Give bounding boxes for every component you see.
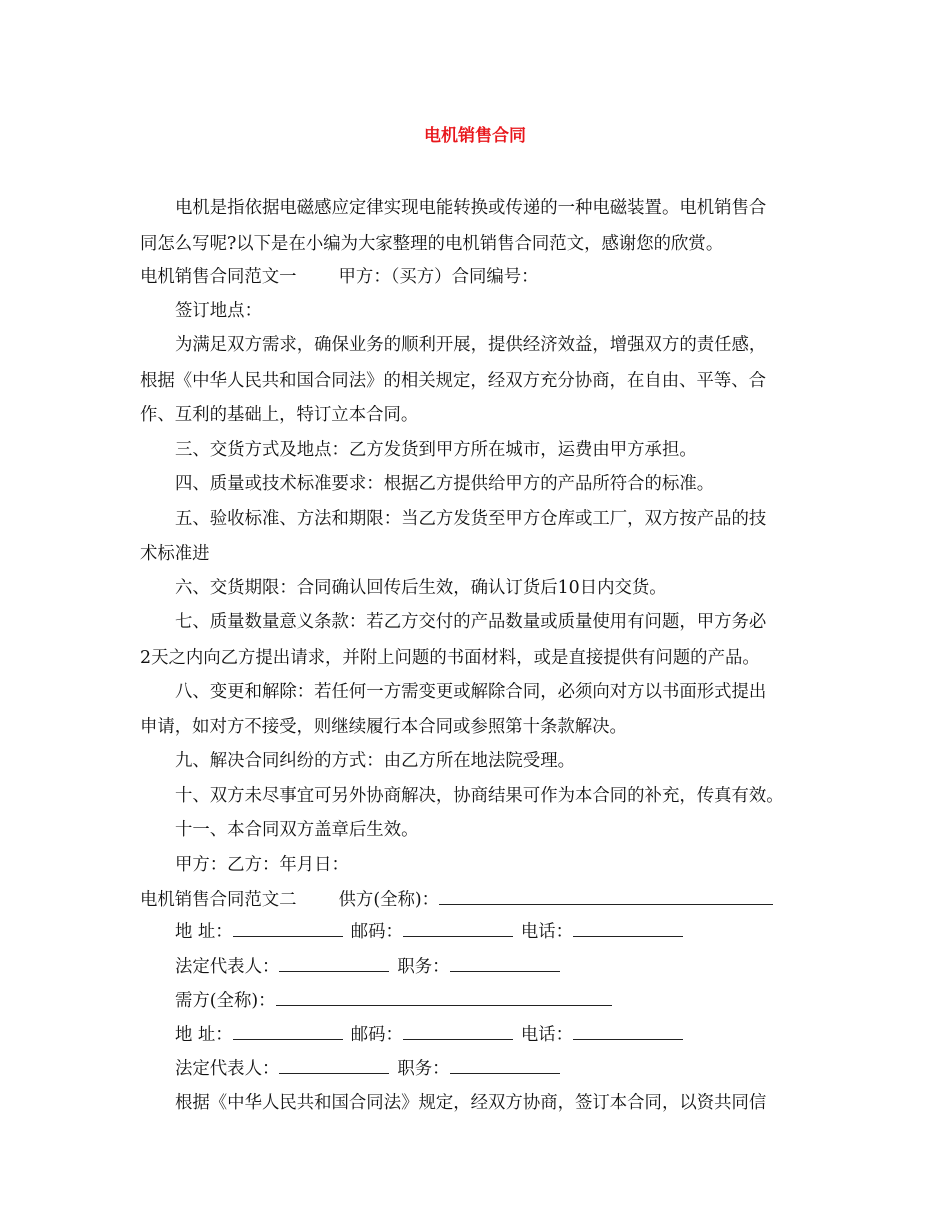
buyer-rep-line bbox=[175, 1055, 560, 1082]
clause-9: 九、解决合同纠纷的方式：由乙方所在地法院受理。 bbox=[175, 751, 575, 771]
sample1-heading: 电机销售合同范文一 bbox=[140, 267, 297, 287]
sample2-header-line bbox=[140, 886, 773, 913]
supplier-postcode-blank[interactable] bbox=[403, 918, 513, 937]
buyer-line bbox=[175, 987, 612, 1014]
clause-8-line-1: 八、变更和解除：若任何一方需变更或解除合同，必须向对方以书面形式提出 bbox=[175, 682, 767, 702]
sign-place: 签订地点： bbox=[175, 301, 262, 321]
intro-line-1: 电机是指依据电磁感应定律实现电能转换或传递的一种电磁装置。电机销售合 bbox=[175, 198, 767, 218]
buyer-label: 需方(全称)： bbox=[175, 991, 276, 1011]
buyer-rep-blank[interactable] bbox=[279, 1055, 389, 1074]
final-paragraph: 根据《中华人民共和国合同法》规定，经双方协商，签订本合同，以资共同信 bbox=[175, 1093, 767, 1113]
clause-7-line-1: 七、质量数量意义条款：若乙方交付的产品数量或质量使用有问题，甲方务必 bbox=[175, 612, 767, 632]
signature-line: 甲方：乙方：年月日： bbox=[175, 855, 349, 875]
supplier-rep-blank[interactable] bbox=[279, 953, 389, 972]
document-title: 电机销售合同 bbox=[424, 126, 526, 146]
buyer-name-blank[interactable] bbox=[276, 987, 612, 1006]
intro-line-2: 同怎么写呢?以下是在小编为大家整理的电机销售合同范文，感谢您的欣赏。 bbox=[140, 234, 724, 254]
supplier-position-blank[interactable] bbox=[450, 953, 560, 972]
supplier-rep-line bbox=[175, 953, 560, 980]
clause-11: 十一、本合同双方盖章后生效。 bbox=[175, 820, 419, 840]
address-label: 地 址： bbox=[175, 922, 233, 942]
sample2-heading: 电机销售合同范文二 bbox=[140, 890, 297, 910]
sample1-header-line bbox=[140, 264, 539, 290]
para1-line-2: 根据《中华人民共和国合同法》的相关规定，经双方充分协商，在自由、平等、合 bbox=[140, 371, 767, 391]
supplier-address-line bbox=[175, 918, 683, 945]
para1-line-1: 为满足双方需求，确保业务的顺利开展，提供经济效益，增强双方的责任感， bbox=[175, 335, 767, 355]
position-label: 职务： bbox=[397, 957, 450, 977]
position-label-2: 职务： bbox=[397, 1059, 450, 1079]
clause-8-line-2: 申请，如对方不接受，则继续履行本合同或参照第十条款解决。 bbox=[140, 717, 627, 737]
sample1-party: 甲方：（买方）合同编号： bbox=[338, 267, 539, 287]
buyer-phone-blank[interactable] bbox=[573, 1021, 683, 1040]
legal-rep-label: 法定代表人： bbox=[175, 957, 280, 977]
legal-rep-label-2: 法定代表人： bbox=[175, 1059, 280, 1079]
supplier-name-blank[interactable] bbox=[439, 886, 773, 905]
supplier-label: 供方(全称)： bbox=[338, 890, 440, 910]
clause-5-line-1: 五、验收标准、方法和期限：当乙方发货至甲方仓库或工厂，双方按产品的技 bbox=[175, 509, 767, 529]
clause-5-line-2: 术标准进 bbox=[140, 544, 210, 564]
postcode-label-2: 邮码： bbox=[350, 1025, 403, 1045]
clause-6: 六、交货期限：合同确认回传后生效，确认订货后10日内交货。 bbox=[175, 578, 667, 598]
supplier-address-blank[interactable] bbox=[233, 918, 343, 937]
buyer-address-blank[interactable] bbox=[233, 1021, 343, 1040]
phone-label-2: 电话： bbox=[520, 1025, 574, 1045]
clause-10: 十、双方未尽事宜可另外协商解决，协商结果可作为本合同的补充，传真有效。 bbox=[175, 786, 784, 806]
buyer-position-blank[interactable] bbox=[450, 1055, 560, 1074]
address-label-2: 地 址： bbox=[175, 1025, 233, 1045]
buyer-postcode-blank[interactable] bbox=[403, 1021, 513, 1040]
clause-7-line-2: 2天之内向乙方提出请求，并附上问题的书面材料，或是直接提供有问题的产品。 bbox=[140, 648, 760, 668]
clause-3: 三、交货方式及地点：乙方发货到甲方所在城市，运费由甲方承担。 bbox=[175, 440, 697, 460]
supplier-phone-blank[interactable] bbox=[573, 918, 683, 937]
clause-4: 四、质量或技术标准要求：根据乙方提供给甲方的产品所符合的标准。 bbox=[175, 474, 715, 494]
phone-label: 电话： bbox=[520, 922, 574, 942]
buyer-address-line bbox=[175, 1021, 683, 1048]
para1-line-3: 作、互利的基础上，特订立本合同。 bbox=[140, 405, 419, 425]
postcode-label: 邮码： bbox=[350, 922, 403, 942]
